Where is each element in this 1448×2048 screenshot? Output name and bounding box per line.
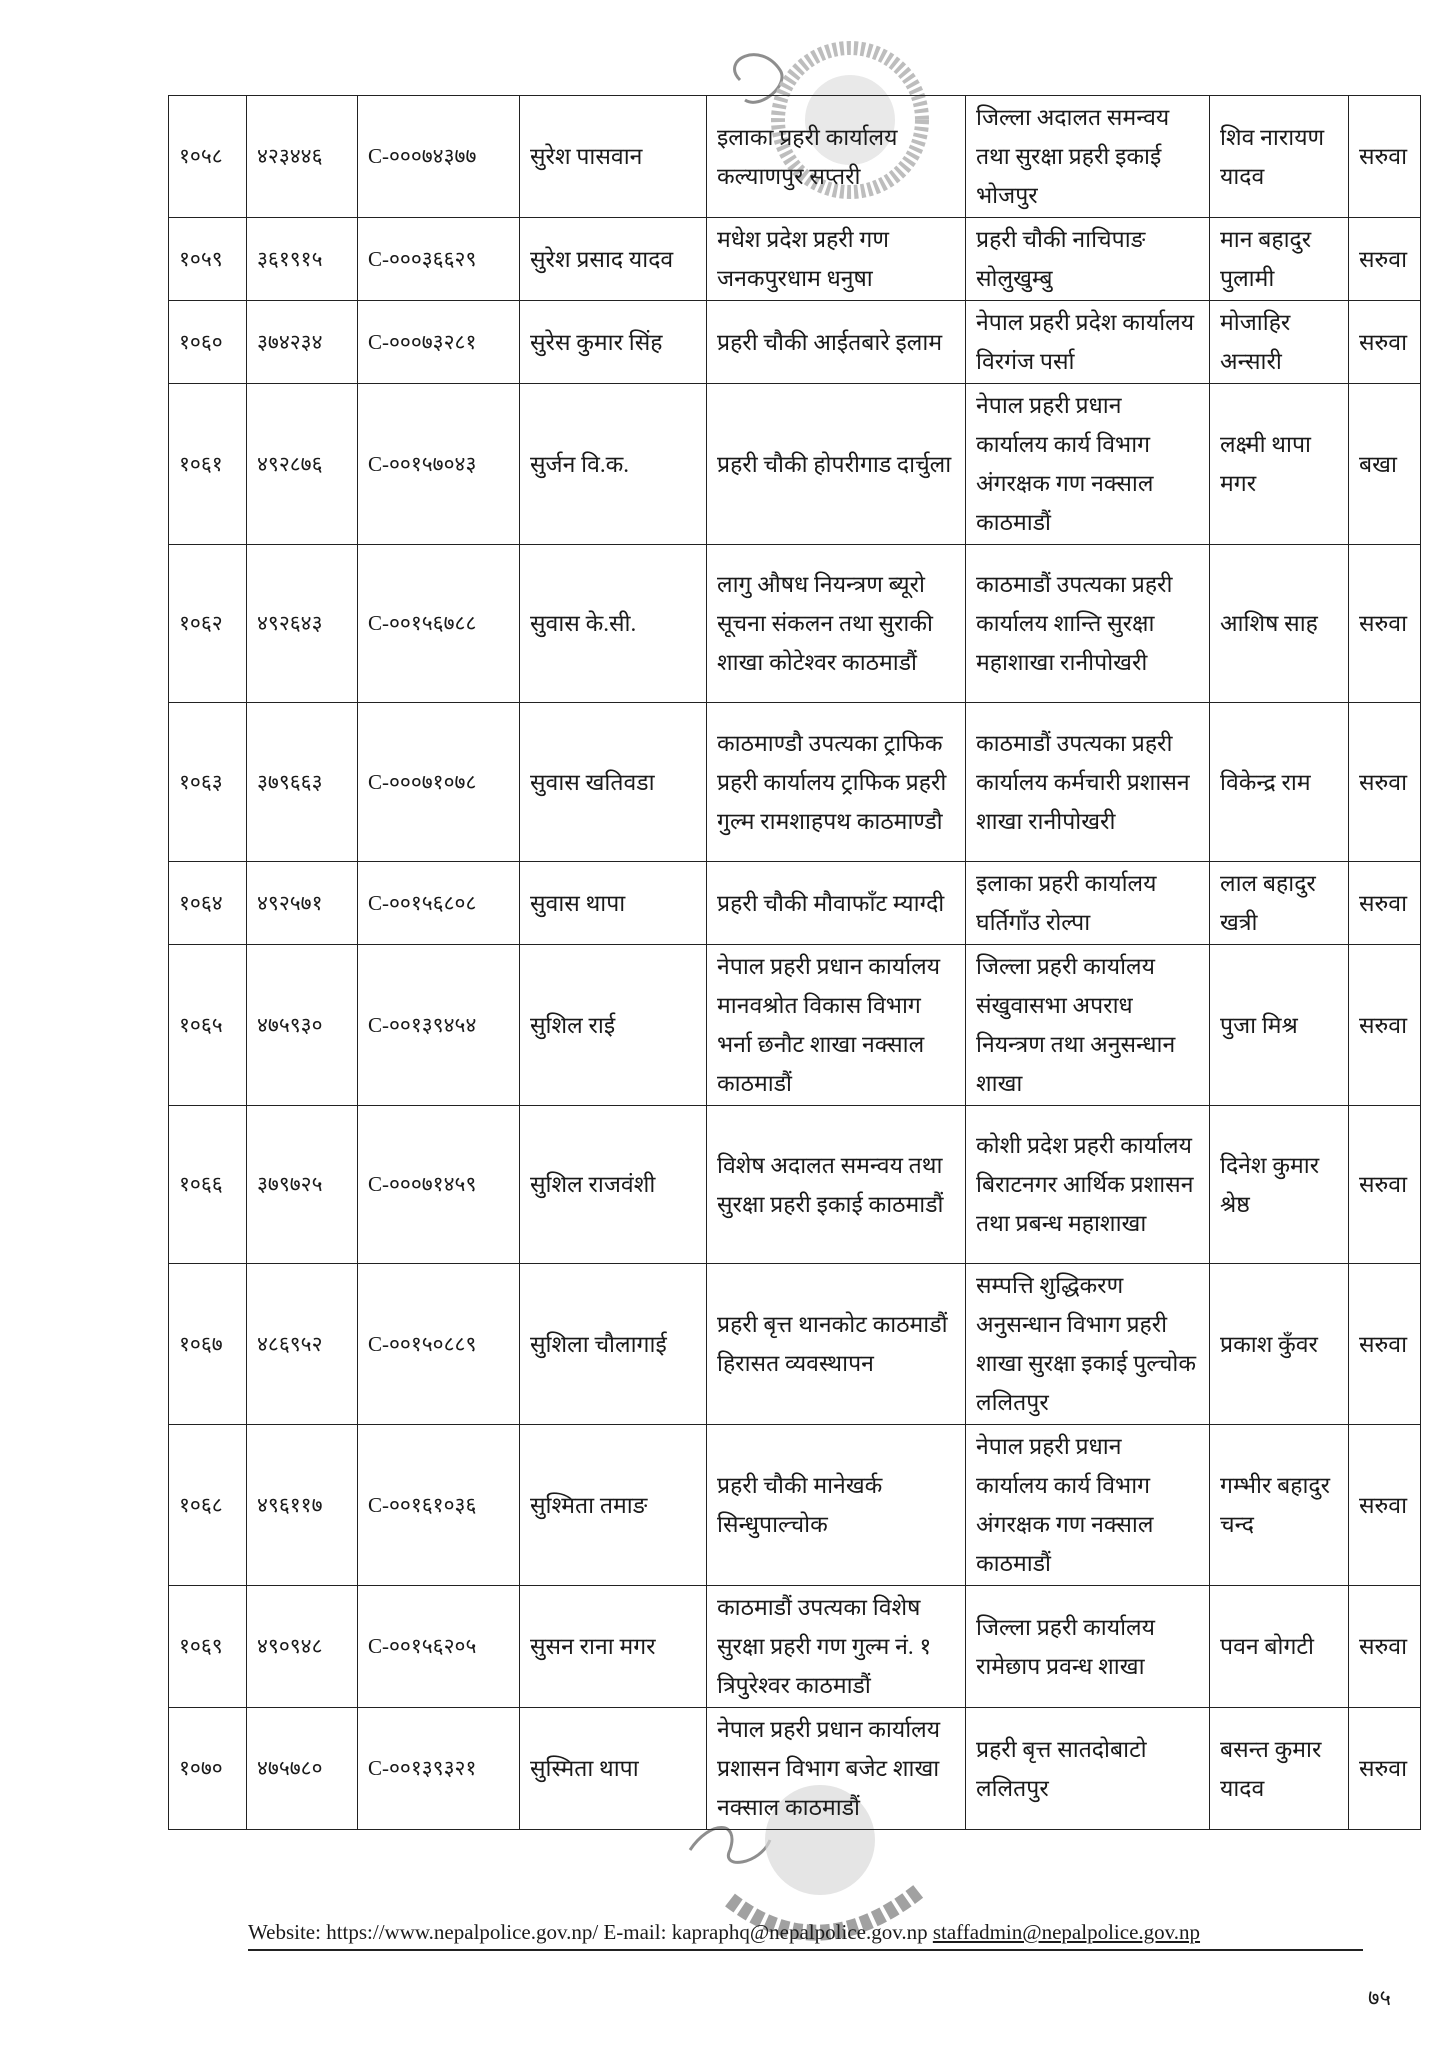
supervisor-cell: प्रकाश कुँवर: [1210, 1264, 1349, 1425]
new-office-cell: प्रहरी बृत्त सातदोबाटो ललितपुर: [966, 1708, 1210, 1830]
serial-number-cell: १०६७: [169, 1264, 247, 1425]
table-row: [169, 218, 1421, 301]
serial-number-cell: १०६०: [169, 301, 247, 384]
code-cell: C-००१३९४५४: [358, 945, 520, 1106]
serial-number-cell: १०६५: [169, 945, 247, 1106]
transfer-type-cell: सरुवा: [1349, 1586, 1421, 1708]
current-office-cell: प्रहरी चौकी होपरीगाड दार्चुला: [707, 384, 966, 545]
email-label: E-mail:: [603, 1920, 667, 1944]
supervisor-cell: पुजा मिश्र: [1210, 945, 1349, 1106]
code-cell: C-००१५६८०८: [358, 862, 520, 945]
table-row: [169, 301, 1421, 384]
supervisor-cell: गम्भीर बहादुर चन्द: [1210, 1425, 1349, 1586]
name-cell: सुशिल राजवंशी: [520, 1106, 707, 1264]
new-office-cell: इलाका प्रहरी कार्यालय घर्तिगाँउ रोल्पा: [966, 862, 1210, 945]
code-cell: C-०००७१४५९: [358, 1106, 520, 1264]
employee-id-cell: ४७५९३०: [247, 945, 358, 1106]
employee-id-cell: ४२३४४६: [247, 96, 358, 218]
supervisor-cell: शिव नारायण यादव: [1210, 96, 1349, 218]
table-row: [169, 703, 1421, 862]
current-office-cell: मधेश प्रदेश प्रहरी गण जनकपुरधाम धनुषा: [707, 218, 966, 301]
footer-contact: [248, 1920, 1363, 1951]
table-row: [169, 1264, 1421, 1425]
transfer-type-cell: सरुवा: [1349, 1708, 1421, 1830]
current-office-cell: इलाका प्रहरी कार्यालय कल्याणपुर सप्तरी: [707, 96, 966, 218]
email-link-2[interactable]: staffadmin@nepalpolice.gov.np: [932, 1920, 1201, 1944]
new-office-cell: जिल्ला प्रहरी कार्यालय संखुवासभा अपराध नियन्त्रण तथा अनुसन्धान शाखा: [966, 945, 1210, 1106]
serial-number-cell: १०५९: [169, 218, 247, 301]
supervisor-cell: लक्ष्मी थापा मगर: [1210, 384, 1349, 545]
code-cell: C-०००७१०७८: [358, 703, 520, 862]
name-cell: सुवास थापा: [520, 862, 707, 945]
supervisor-cell: बसन्त कुमार यादव: [1210, 1708, 1349, 1830]
email-link-1[interactable]: kapraphq@nepalpolice.gov.np: [671, 1920, 928, 1944]
name-cell: सुशिल राई: [520, 945, 707, 1106]
new-office-cell: प्रहरी चौकी नाचिपाङ सोलुखुम्बु: [966, 218, 1210, 301]
current-office-cell: नेपाल प्रहरी प्रधान कार्यालय प्रशासन विभाग बजेट शाखा नक्साल काठमाडौं: [707, 1708, 966, 1830]
employee-id-cell: ४८६९५२: [247, 1264, 358, 1425]
serial-number-cell: १०६३: [169, 703, 247, 862]
transfer-table: [168, 95, 1421, 1830]
employee-id-cell: ३७९७२५: [247, 1106, 358, 1264]
code-cell: C-००१५६२०५: [358, 1586, 520, 1708]
employee-id-cell: ३७४२३४: [247, 301, 358, 384]
code-cell: C-००१५६७८८: [358, 545, 520, 703]
employee-id-cell: ४९२८७६: [247, 384, 358, 545]
current-office-cell: प्रहरी चौकी आईतबारे इलाम: [707, 301, 966, 384]
transfer-type-cell: सरुवा: [1349, 301, 1421, 384]
transfer-type-cell: बखा: [1349, 384, 1421, 545]
name-cell: सुवास खतिवडा: [520, 703, 707, 862]
table-row: [169, 1425, 1421, 1586]
name-cell: सुसन राना मगर: [520, 1586, 707, 1708]
name-cell: सुर्जन वि.क.: [520, 384, 707, 545]
code-cell: C-०००७३२८१: [358, 301, 520, 384]
new-office-cell: काठमाडौं उपत्यका प्रहरी कार्यालय शान्ति सुरक्षा महाशाखा रानीपोखरी: [966, 545, 1210, 703]
transfer-type-cell: सरुवा: [1349, 1425, 1421, 1586]
employee-id-cell: ४७५७८०: [247, 1708, 358, 1830]
name-cell: सुरेस कुमार सिंह: [520, 301, 707, 384]
current-office-cell: काठमाडौं उपत्यका विशेष सुरक्षा प्रहरी गण गुल्म नं. १ त्रिपुरेश्वर काठमाडौं: [707, 1586, 966, 1708]
code-cell: C-०००३६६२९: [358, 218, 520, 301]
transfer-type-cell: सरुवा: [1349, 218, 1421, 301]
name-cell: सुवास के.सी.: [520, 545, 707, 703]
new-office-cell: जिल्ला प्रहरी कार्यालय रामेछाप प्रवन्ध शाखा: [966, 1586, 1210, 1708]
transfer-type-cell: सरुवा: [1349, 1106, 1421, 1264]
code-cell: C-००१५०८८९: [358, 1264, 520, 1425]
current-office-cell: लागु औषध नियन्त्रण ब्यूरो सूचना संकलन तथा सुराकी शाखा कोटेश्वर काठमाडौं: [707, 545, 966, 703]
page-number: ७५: [1368, 1985, 1391, 2010]
table-row: [169, 1586, 1421, 1708]
supervisor-cell: आशिष साह: [1210, 545, 1349, 703]
serial-number-cell: १०६४: [169, 862, 247, 945]
table-row: [169, 545, 1421, 703]
code-cell: C-००१३९३२१: [358, 1708, 520, 1830]
current-office-cell: नेपाल प्रहरी प्रधान कार्यालय मानवश्रोत विकास विभाग भर्ना छनौट शाखा नक्साल काठमाडौं: [707, 945, 966, 1106]
employee-id-cell: ४९२६४३: [247, 545, 358, 703]
employee-id-cell: ४९०९४८: [247, 1586, 358, 1708]
supervisor-cell: लाल बहादुर खत्री: [1210, 862, 1349, 945]
current-office-cell: विशेष अदालत समन्वय तथा सुरक्षा प्रहरी इकाई काठमाडौं: [707, 1106, 966, 1264]
employee-id-cell: ४९६११७: [247, 1425, 358, 1586]
code-cell: C-००१५७०४३: [358, 384, 520, 545]
transfer-type-cell: सरुवा: [1349, 545, 1421, 703]
new-office-cell: कोशी प्रदेश प्रहरी कार्यालय बिराटनगर आर्थिक प्रशासन तथा प्रबन्ध महाशाखा: [966, 1106, 1210, 1264]
serial-number-cell: १०७०: [169, 1708, 247, 1830]
new-office-cell: नेपाल प्रहरी प्रदेश कार्यालय विरगंज पर्सा: [966, 301, 1210, 384]
supervisor-cell: मान बहादुर पुलामी: [1210, 218, 1349, 301]
serial-number-cell: १०६२: [169, 545, 247, 703]
employee-id-cell: ४९२५७१: [247, 862, 358, 945]
code-cell: C-००१६१०३६: [358, 1425, 520, 1586]
current-office-cell: प्रहरी बृत्त थानकोट काठमाडौं हिरासत व्यवस्थापन: [707, 1264, 966, 1425]
current-office-cell: प्रहरी चौकी मानेखर्क सिन्धुपाल्चोक: [707, 1425, 966, 1586]
transfer-type-cell: सरुवा: [1349, 1264, 1421, 1425]
table-row: [169, 862, 1421, 945]
supervisor-cell: दिनेश कुमार श्रेष्ठ: [1210, 1106, 1349, 1264]
new-office-cell: सम्पत्ति शुद्धिकरण अनुसन्धान विभाग प्रहरी शाखा सुरक्षा इकाई पुल्चोक ललितपुर: [966, 1264, 1210, 1425]
serial-number-cell: १०६१: [169, 384, 247, 545]
transfer-type-cell: सरुवा: [1349, 945, 1421, 1106]
employee-id-cell: ३६१९१५: [247, 218, 358, 301]
new-office-cell: जिल्ला अदालत समन्वय तथा सुरक्षा प्रहरी इकाई भोजपुर: [966, 96, 1210, 218]
serial-number-cell: १०६६: [169, 1106, 247, 1264]
name-cell: सुरेश प्रसाद यादव: [520, 218, 707, 301]
table-row: [169, 384, 1421, 545]
transfer-type-cell: सरुवा: [1349, 862, 1421, 945]
transfer-type-cell: सरुवा: [1349, 703, 1421, 862]
serial-number-cell: १०५८: [169, 96, 247, 218]
transfer-type-cell: सरुवा: [1349, 96, 1421, 218]
current-office-cell: प्रहरी चौकी मौवाफाँट म्याग्दी: [707, 862, 966, 945]
table-row: [169, 1708, 1421, 1830]
supervisor-cell: मोजाहिर अन्सारी: [1210, 301, 1349, 384]
serial-number-cell: १०६९: [169, 1586, 247, 1708]
serial-number-cell: १०६८: [169, 1425, 247, 1586]
new-office-cell: काठमाडौं उपत्यका प्रहरी कार्यालय कर्मचारी प्रशासन शाखा रानीपोखरी: [966, 703, 1210, 862]
name-cell: सुस्मिता थापा: [520, 1708, 707, 1830]
table-row: [169, 96, 1421, 218]
name-cell: सुश्मिता तमाङ: [520, 1425, 707, 1586]
website-link[interactable]: Website: https://www.nepalpolice.gov.np/: [248, 1920, 599, 1944]
name-cell: सुशिला चौलागाई: [520, 1264, 707, 1425]
supervisor-cell: पवन बोगटी: [1210, 1586, 1349, 1708]
current-office-cell: काठमाण्डौ उपत्यका ट्राफिक प्रहरी कार्यालय ट्राफिक प्रहरी गुल्म रामशाहपथ काठमाण्डौ: [707, 703, 966, 862]
new-office-cell: नेपाल प्रहरी प्रधान कार्यालय कार्य विभाग अंगरक्षक गण नक्साल काठमाडौं: [966, 384, 1210, 545]
table-row: [169, 1106, 1421, 1264]
new-office-cell: नेपाल प्रहरी प्रधान कार्यालय कार्य विभाग अंगरक्षक गण नक्साल काठमाडौं: [966, 1425, 1210, 1586]
name-cell: सुरेश पासवान: [520, 96, 707, 218]
table-row: [169, 945, 1421, 1106]
employee-id-cell: ३७९६६३: [247, 703, 358, 862]
supervisor-cell: विकेन्द्र राम: [1210, 703, 1349, 862]
code-cell: C-०००७४३७७: [358, 96, 520, 218]
